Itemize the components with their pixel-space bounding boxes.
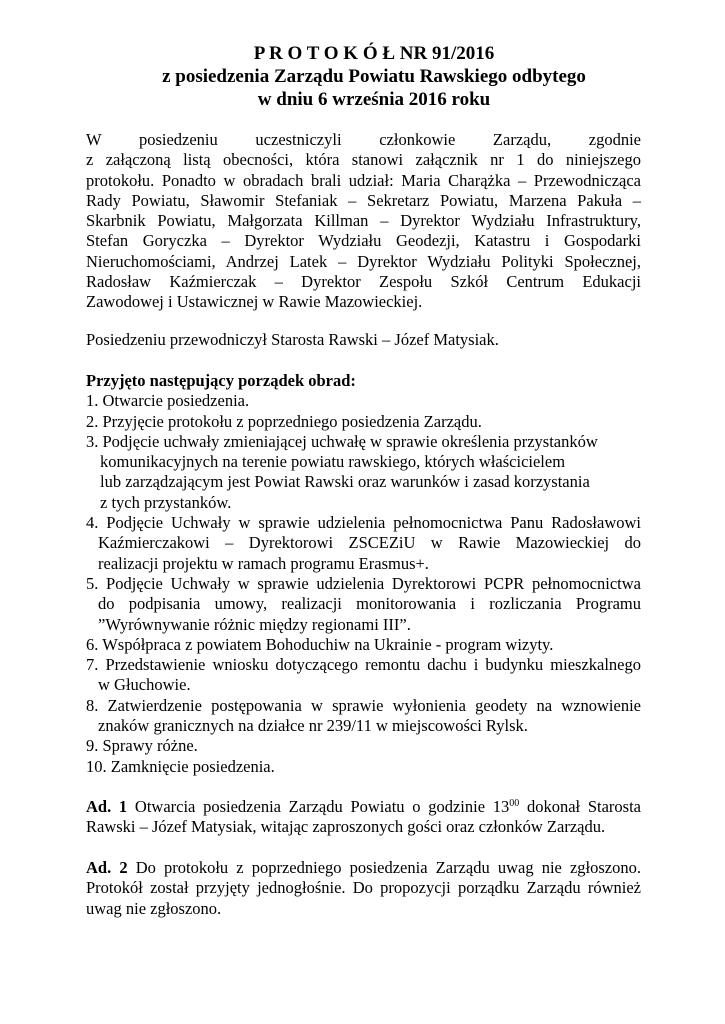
title-line-2: z posiedzenia Zarządu Powiatu Rawskiego odbytego xyxy=(162,66,586,87)
agenda-item: 2. Przyjęcie protokołu z poprzedniego posiedzenia Zarządu. xyxy=(86,411,482,431)
title-line-3: w dniu 6 września 2016 roku xyxy=(257,89,491,110)
attendance-paragraph xyxy=(86,130,641,313)
ad1-label: Ad. 1 xyxy=(86,797,128,816)
agenda-item: 5. Podjęcie Uchwały w sprawie udzielenia Dyrektorowi PCPR pełnomocnictwa xyxy=(86,573,641,593)
ad1-paragraph xyxy=(86,797,641,838)
agenda-item-continuation: z tych przystanków. xyxy=(100,492,232,512)
agenda-item: 9. Sprawy różne. xyxy=(86,736,198,756)
chair-paragraph: Posiedzeniu przewodniczył Starosta Rawski – Józef Matysiak. xyxy=(86,330,499,349)
attendance-line: Nieruchomościami, Andrzej Latek – Dyrektor Wydziału Polityki Społecznej, xyxy=(86,251,641,271)
title-line-1: P R O T O K Ó Ł NR 91/2016 xyxy=(253,43,495,64)
agenda-item: 1. Otwarcie posiedzenia. xyxy=(86,391,250,411)
agenda-item-continuation: realizacji projektu w ramach programu Erasmus+. xyxy=(98,553,429,573)
agenda-item: 7. Przedstawienie wniosku dotyczącego remontu dachu i budynku mieszkalnego xyxy=(86,655,641,675)
agenda-item: 4. Podjęcie Uchwały w sprawie udzielenia pełnomocnictwa Panu Radosławowi xyxy=(86,513,641,533)
agenda xyxy=(86,371,641,777)
agenda-item-continuation: do podpisania umowy, realizacji monitorowania i rozliczania Programu xyxy=(98,594,641,614)
time-superscript: 00 xyxy=(509,798,520,809)
agenda-item: 10. Zamknięcie posiedzenia. xyxy=(86,756,275,776)
agenda-item-continuation: w Głuchowie. xyxy=(98,675,191,695)
agenda-item: 6. Współpraca z powiatem Bohoduchiw na Ukrainie - program wizyty. xyxy=(86,634,554,654)
attendance-line: Zawodowej i Ustawicznej w Rawie Mazowieckiej. xyxy=(86,292,423,312)
attendance-line: z załączoną listą obecności, która stanowi załącznik nr 1 do niniejszego xyxy=(86,150,641,170)
ad2-line: Protokół został przyjęty jednogłośnie. Do propozycji porządku Zarządu również xyxy=(86,878,641,898)
document-title xyxy=(86,42,662,111)
ad2-line: Ad. 2 Do protokołu z poprzedniego posiedzenia Zarządu uwag nie zgłoszono. xyxy=(86,858,641,877)
ad2-paragraph xyxy=(86,858,641,919)
ad1-line: Rawski – Józef Matysiak, witając zaproszonych gości oraz członków Zarządu. xyxy=(86,817,606,837)
agenda-item: 3. Podjęcie uchwały zmieniającej uchwałę w sprawie określenia przystanków xyxy=(86,431,598,451)
attendance-line: Radosław Kaźmierczak – Dyrektor Zespołu Szkół Centrum Edukacji xyxy=(86,272,641,292)
agenda-item-continuation: komunikacyjnych na terenie powiatu rawskiego, których właścicielem xyxy=(100,452,566,472)
ad2-label: Ad. 2 xyxy=(86,858,128,877)
attendance-line: protokołu. Ponadto w obradach brali udział: Maria Charążka – Przewodnicząca xyxy=(86,170,641,190)
agenda-item-continuation: ”Wyrównywanie różnic między regionami III”. xyxy=(98,614,411,634)
agenda-item-continuation: lub zarządzającym jest Powiat Rawski oraz warunków i zasad korzystania xyxy=(100,472,590,492)
attendance-line: W posiedzeniu uczestniczyli członkowie Zarządu, zgodnie xyxy=(86,130,641,149)
attendance-line: Stefan Goryczka – Dyrektor Wydziału Geodezji, Katastru i Gospodarki xyxy=(86,231,641,251)
agenda-heading: Przyjęto następujący porządek obrad: xyxy=(86,371,356,390)
agenda-item: 8. Zatwierdzenie postępowania w sprawie wyłonienia geodety na wznowienie xyxy=(86,695,641,715)
attendance-line: Skarbnik Powiatu, Małgorzata Killman – Dyrektor Wydziału Infrastruktury, xyxy=(86,211,641,231)
ad1-line: Ad. 1 Otwarcia posiedzenia Zarządu Powiatu o godzinie $13^{00}$ dokonał Starosta xyxy=(86,797,641,816)
ad2-line: uwag nie zgłoszono. xyxy=(86,898,222,918)
agenda-item-continuation: Kaźmierczakowi – Dyrektorowi ZSCEZiU w Rawie Mazowieckiej do xyxy=(98,533,641,553)
agenda-item-continuation: znaków granicznych na działce nr 239/11 w miejscowości Rylsk. xyxy=(98,716,528,736)
attendance-line: Rady Powiatu, Sławomir Stefaniak – Sekretarz Powiatu, Marzena Pakuła – xyxy=(86,190,641,210)
